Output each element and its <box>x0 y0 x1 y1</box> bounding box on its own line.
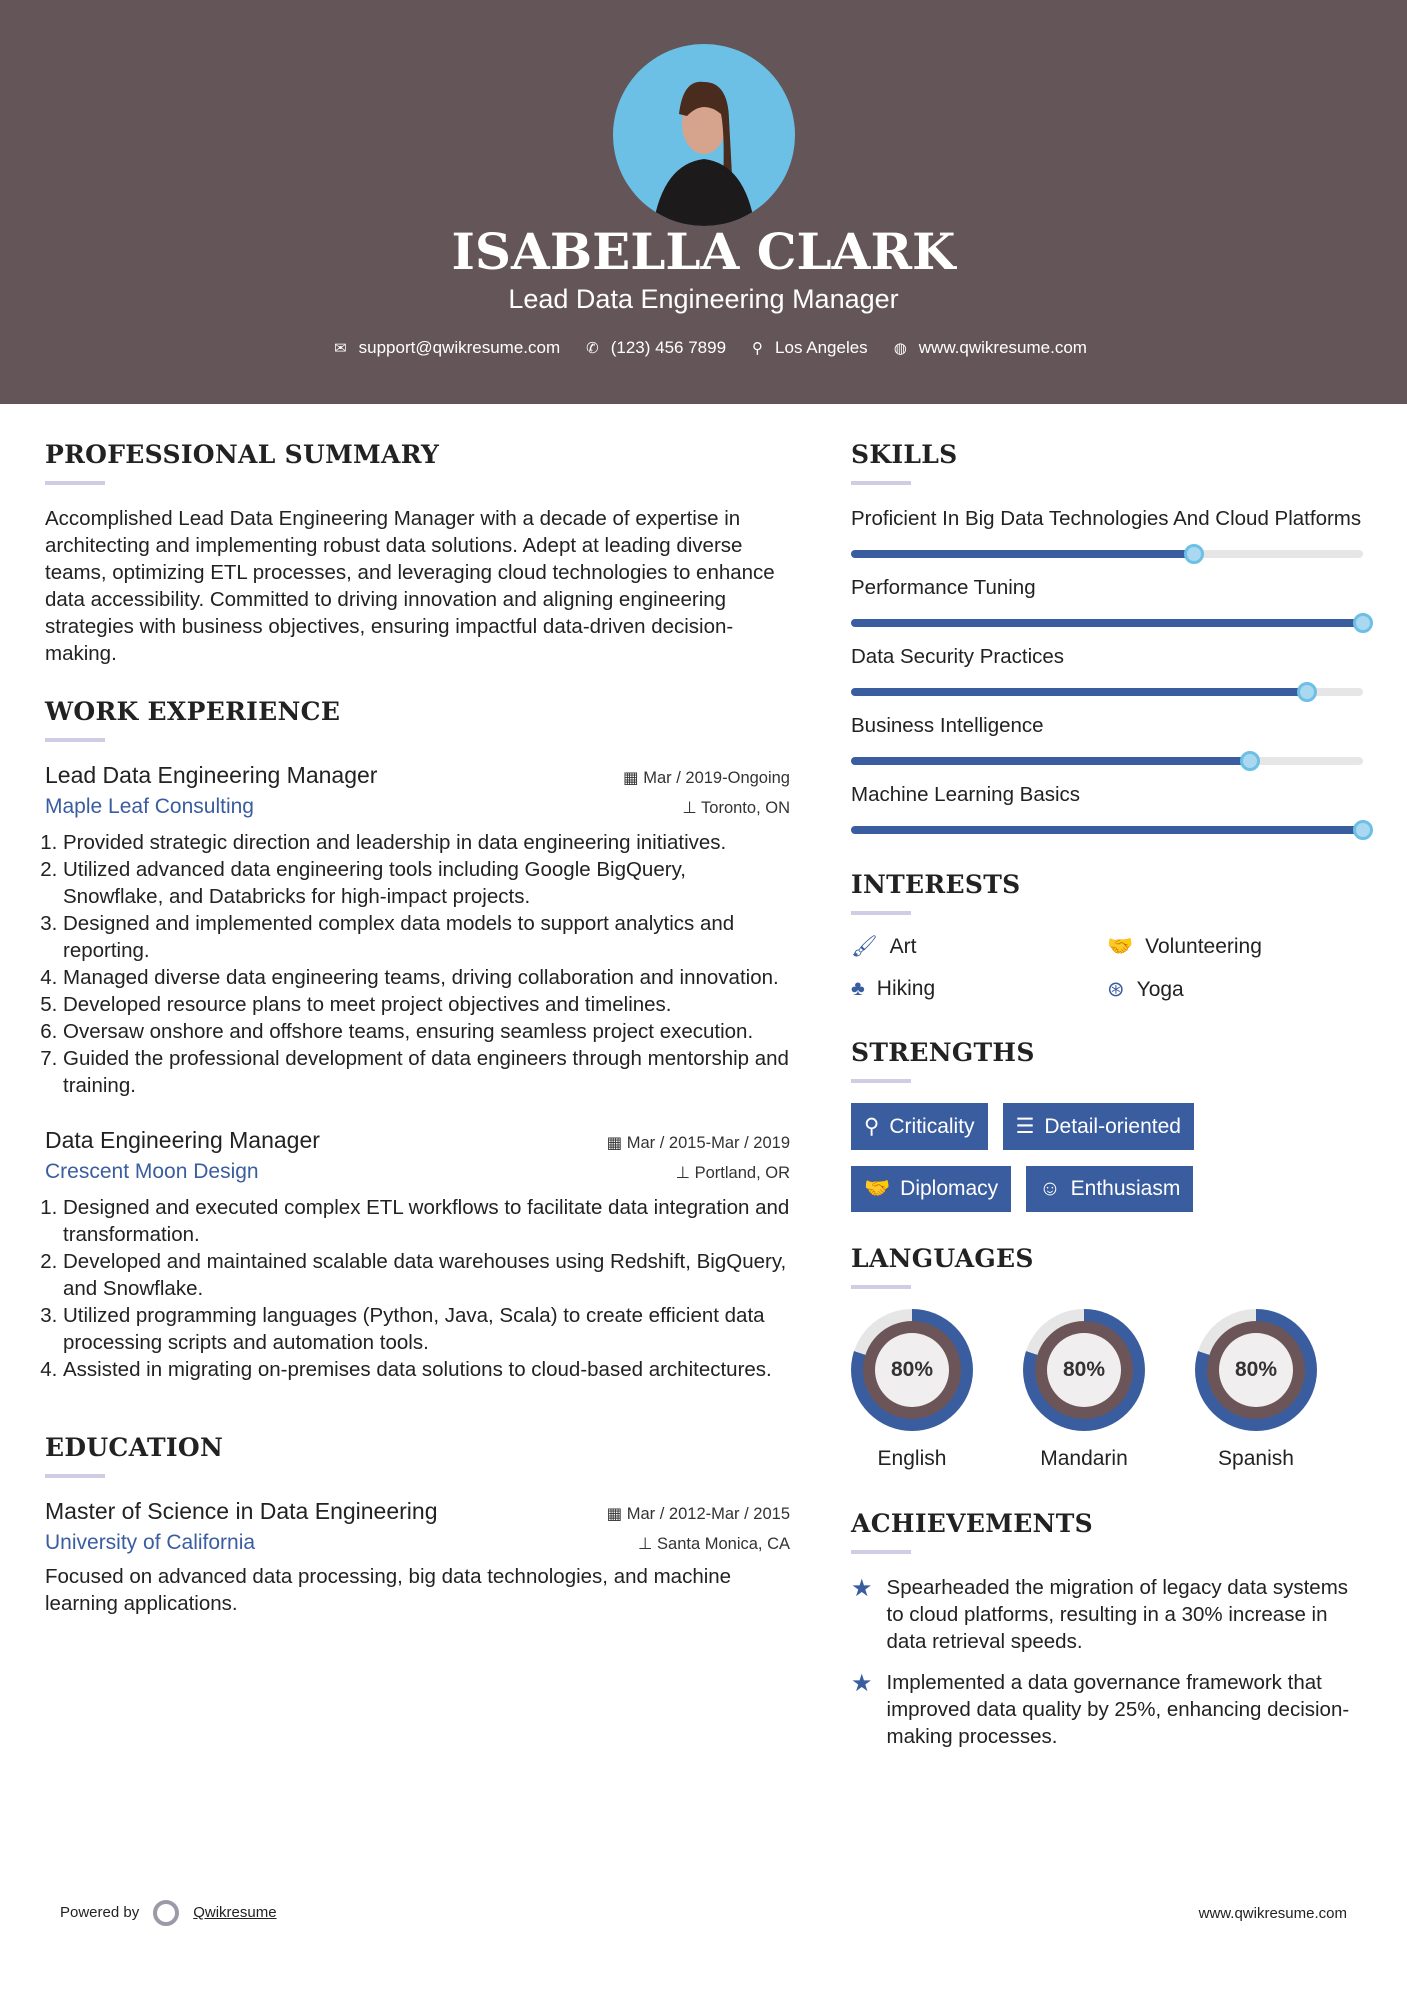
skill-bar-knob <box>1297 682 1317 702</box>
education-location: Santa Monica, CA <box>657 1535 790 1553</box>
skill-label: Machine Learning Basics <box>851 783 1081 806</box>
skill-item <box>851 505 1363 558</box>
job-list <box>45 762 790 1383</box>
profile-photo <box>613 44 795 226</box>
contact-bar <box>0 338 1407 358</box>
job-header-row <box>45 1127 790 1154</box>
calendar-icon: ▦ <box>606 1505 627 1523</box>
interest-item <box>1107 977 1363 1002</box>
language-donut <box>1195 1309 1317 1431</box>
degree: Master of Science in Data Engineering <box>45 1498 438 1524</box>
paintbrush-icon: 🖌 <box>851 935 878 958</box>
interest-label: Volunteering <box>1145 935 1262 958</box>
strength-tag <box>851 1166 1011 1212</box>
language-item <box>1195 1309 1317 1471</box>
lifering-icon: ⊛ <box>1107 978 1125 1001</box>
job-dates: Mar / 2015-Mar / 2019 <box>626 1134 790 1152</box>
interests-heading: INTERESTS <box>851 870 1021 899</box>
education-heading: EDUCATION <box>45 1433 224 1462</box>
skill-label: Business Intelligence <box>851 714 1044 737</box>
skill-bar-fill <box>851 757 1250 765</box>
bullet-item: 4. Managed diverse data engineering teams, driving collaboration and innovation. <box>63 964 790 991</box>
job-location-wrap <box>682 798 790 818</box>
strength-label: Enthusiasm <box>1070 1177 1181 1200</box>
right-column <box>851 440 1363 1764</box>
bullet-item: 3. Designed and implemented complex data models to support analytics and reporting. <box>63 910 790 964</box>
contact-email[interactable]: support@qwikresume.com <box>358 338 561 357</box>
skill-bar <box>851 550 1363 558</box>
skill-bar-knob <box>1353 613 1373 633</box>
bullet-item: 5. Developed resource plans to meet project objectives and timelines. <box>63 991 790 1018</box>
strength-label: Criticality <box>889 1114 975 1138</box>
heading-underline <box>851 1550 911 1554</box>
contact-website[interactable]: www.qwikresume.com <box>918 338 1087 357</box>
pin-icon: ⊥ <box>675 1164 695 1182</box>
job-company-row <box>45 795 790 819</box>
pin-icon: ⊥ <box>682 799 702 817</box>
contact-phone[interactable]: (123) 456 7899 <box>610 338 727 357</box>
language-name: English <box>877 1447 947 1470</box>
skill-bar-fill <box>851 826 1363 834</box>
strength-tag <box>851 1103 988 1150</box>
handshake-icon: 🤝 <box>1107 935 1134 958</box>
education-entry <box>45 1498 790 1617</box>
skill-bar <box>851 757 1363 765</box>
achievement-text: Spearheaded the migration of legacy data systems to cloud platforms, resulting in a 30% increase in data retrieval speeds. <box>886 1576 1349 1653</box>
heading-underline <box>851 1079 911 1083</box>
star-icon: ★ <box>851 1670 873 1697</box>
job-location: Portland, OR <box>694 1164 790 1182</box>
interest-item <box>851 977 1107 1002</box>
achievement-list <box>851 1574 1363 1750</box>
bullet-item: 2. Utilized advanced data engineering tools including Google BigQuery, Snowflake, and Databricks for high-impact projects. <box>63 856 790 910</box>
bullet-item: 3. Utilized programming languages (Python, Java, Scala) to create efficient data processing scripts and automation tools. <box>63 1302 790 1356</box>
strength-tag <box>1003 1103 1194 1150</box>
language-donut <box>1023 1309 1145 1431</box>
heading-underline <box>45 1474 105 1478</box>
company-name: Crescent Moon Design <box>45 1160 259 1183</box>
language-percent: 80% <box>1047 1333 1121 1407</box>
achievement-text: Implemented a data governance framework that improved data quality by 25%, enhancing decision-making processes. <box>886 1671 1350 1748</box>
language-percent: 80% <box>1219 1333 1293 1407</box>
language-item <box>851 1309 973 1471</box>
candidate-title: Lead Data Engineering Manager <box>508 284 899 314</box>
job-location: Toronto, ON <box>701 799 790 817</box>
job-entry <box>45 762 790 1099</box>
skill-bar-knob <box>1240 751 1260 771</box>
achievement-item <box>851 1574 1363 1655</box>
qwikresume-logo-icon <box>153 1900 179 1926</box>
job-dates-wrap <box>623 768 790 788</box>
skill-item <box>851 643 1363 696</box>
bullet-item: 4. Assisted in migrating on-premises data solutions to cloud-based architectures. <box>63 1356 790 1383</box>
candidate-name: ISABELLA CLARK <box>451 222 956 281</box>
job-title: Lead Data Engineering Manager <box>45 762 378 788</box>
heading-underline <box>851 1285 911 1289</box>
job-company-row <box>45 1160 790 1184</box>
footer <box>60 1900 1347 1926</box>
summary-text: Accomplished Lead Data Engineering Manager with a decade of expertise in architecting and implementing robust data solutions. Adept at leading diverse teams, optimizing ETL processes, and leveraging cloud technologies to enhance data accessibility. Committed to driving innovation and aligning engineering strategies with business objectives, ensuring impactful data-driven decision-making. <box>45 507 775 665</box>
summary-heading: PROFESSIONAL SUMMARY <box>45 440 440 469</box>
achievement-item <box>851 1669 1363 1750</box>
smile-icon: ☺ <box>1039 1177 1061 1200</box>
skill-item <box>851 574 1363 627</box>
strength-tag <box>1026 1166 1193 1212</box>
language-item <box>1023 1309 1145 1471</box>
skill-bar <box>851 688 1363 696</box>
language-donut <box>851 1309 973 1431</box>
language-percent: 80% <box>875 1333 949 1407</box>
resume-header <box>0 0 1407 404</box>
strength-label: Diplomacy <box>900 1177 999 1200</box>
skill-label: Data Security Practices <box>851 645 1065 668</box>
skill-item <box>851 712 1363 765</box>
bullet-item: 1. Provided strategic direction and leadership in data engineering initiatives. <box>63 829 790 856</box>
skill-label: Proficient In Big Data Technologies And Cloud Platforms <box>851 507 1362 530</box>
job-dates-wrap <box>607 1133 790 1153</box>
work-heading: WORK EXPERIENCE <box>45 697 341 726</box>
heading-underline <box>45 738 105 742</box>
strengths-heading: STRENGTHS <box>851 1038 1035 1067</box>
skill-bar-knob <box>1184 544 1204 564</box>
envelope-icon: ✉ <box>334 340 347 357</box>
school: University of California <box>45 1531 256 1554</box>
brand-link[interactable]: Qwikresume <box>193 1903 277 1921</box>
phone-icon: ✆ <box>586 340 599 357</box>
pin-icon: ⊥ <box>638 1535 658 1553</box>
heading-underline <box>851 911 911 915</box>
languages-heading: LANGUAGES <box>851 1244 1034 1273</box>
job-bullets <box>63 1194 790 1383</box>
job-bullets <box>63 829 790 1099</box>
education-dates: Mar / 2012-Mar / 2015 <box>626 1505 790 1523</box>
skill-bar-fill <box>851 550 1194 558</box>
bullet-item: 7. Guided the professional development of data engineers through mentorship and training. <box>63 1045 790 1099</box>
footer-website[interactable]: www.qwikresume.com <box>1198 1904 1347 1922</box>
skill-list <box>851 505 1363 834</box>
achievements-heading: ACHIEVEMENTS <box>851 1509 1093 1538</box>
company-name: Maple Leaf Consulting <box>45 795 254 818</box>
interest-label: Art <box>889 935 917 958</box>
search-icon: ⚲ <box>864 1115 880 1138</box>
bullet-item: 2. Developed and maintained scalable data warehouses using Redshift, BigQuery, and Snowflake. <box>63 1248 790 1302</box>
powered-by-label: Powered by <box>60 1903 140 1921</box>
strength-label: Detail-oriented <box>1044 1114 1181 1138</box>
interest-label: Hiking <box>876 977 936 1000</box>
globe-icon: ◍ <box>893 340 907 357</box>
bullet-item: 1. Designed and executed complex ETL workflows to facilitate data integration and transformation. <box>63 1194 790 1248</box>
skill-bar-fill <box>851 619 1363 627</box>
interest-item <box>851 935 1107 959</box>
job-title: Data Engineering Manager <box>45 1127 320 1153</box>
interest-item <box>1107 935 1363 959</box>
language-list <box>851 1309 1363 1471</box>
map-pin-icon: ⚲ <box>752 340 764 357</box>
language-name: Spanish <box>1218 1447 1294 1470</box>
heading-underline <box>851 481 911 485</box>
skill-bar <box>851 826 1363 834</box>
heading-underline <box>45 481 105 485</box>
calendar-icon: ▦ <box>623 769 644 787</box>
skill-label: Performance Tuning <box>851 576 1036 599</box>
skill-bar-knob <box>1353 820 1373 840</box>
interest-list <box>851 935 1363 1002</box>
job-entry <box>45 1127 790 1383</box>
left-column <box>45 440 790 1617</box>
interest-label: Yoga <box>1136 978 1184 1001</box>
language-name: Mandarin <box>1040 1447 1128 1470</box>
calendar-icon: ▦ <box>606 1134 627 1152</box>
skill-bar-fill <box>851 688 1307 696</box>
education-text: Focused on advanced data processing, big data technologies, and machine learning applications. <box>45 1565 732 1615</box>
skills-heading: SKILLS <box>851 440 958 469</box>
strength-list <box>851 1103 1363 1212</box>
tree-icon: ♣ <box>851 977 865 1000</box>
job-location-wrap <box>676 1163 790 1183</box>
skill-bar <box>851 619 1363 627</box>
handshake-icon: 🤝 <box>864 1177 891 1200</box>
job-dates: Mar / 2019-Ongoing <box>643 769 790 787</box>
job-header-row <box>45 762 790 789</box>
bullet-item: 6. Oversaw onshore and offshore teams, ensuring seamless project execution. <box>63 1018 790 1045</box>
skill-item <box>851 781 1363 834</box>
star-icon: ★ <box>851 1575 873 1602</box>
list-icon: ☰ <box>1015 1115 1035 1138</box>
contact-location: Los Angeles <box>775 338 868 357</box>
